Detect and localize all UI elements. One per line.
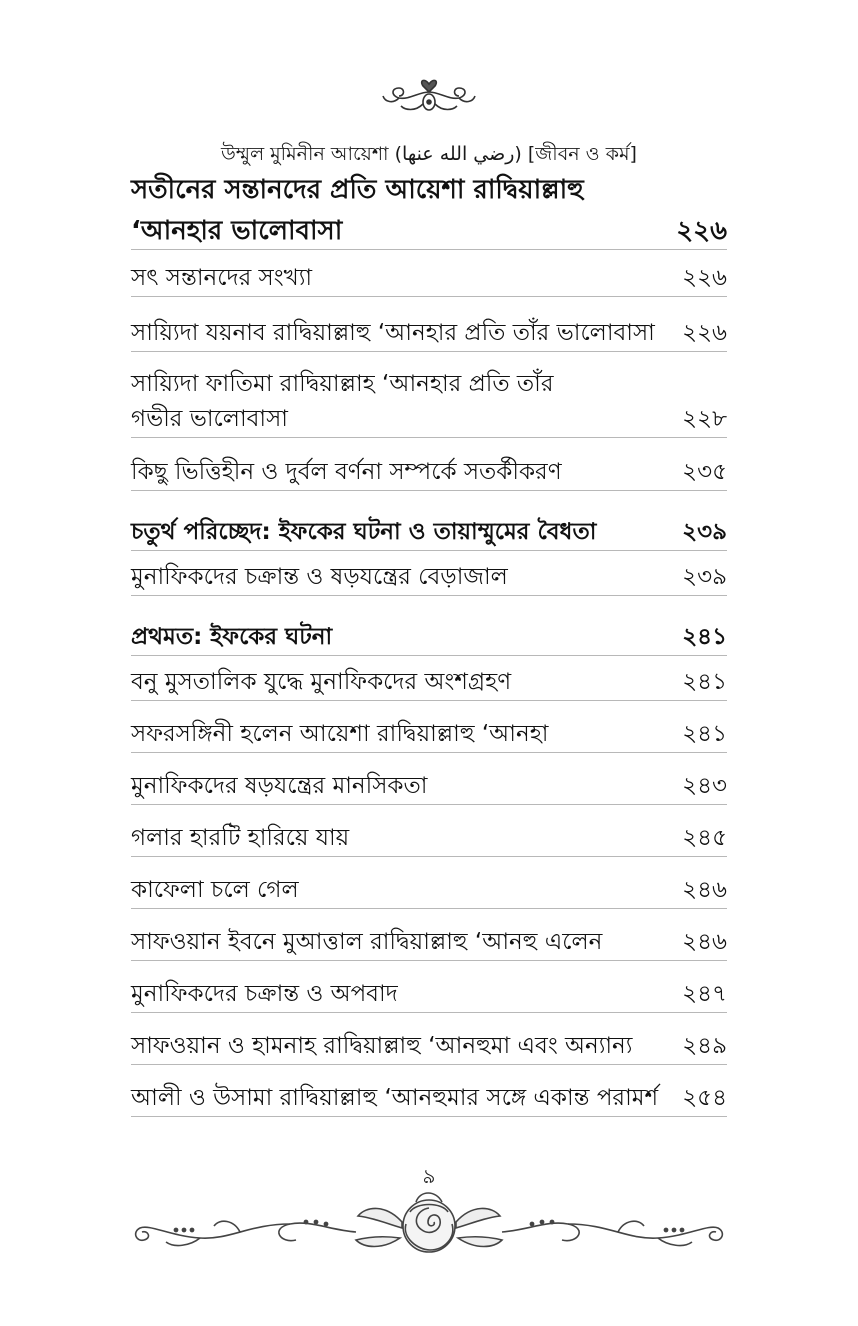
toc-entry-page: ২৪৬ [682, 929, 727, 955]
toc-entry-title: আলী ও উসামা রাদ্বিয়াল্লাহু ‘আনহুমার সঙ্গে একান্ত পরামর্শ [131, 1085, 659, 1111]
toc-entry [131, 250, 727, 297]
toc-entry [131, 491, 727, 551]
toc-entry-title: মুনাফিকদের চক্রান্ত ও ষড়যন্ত্রের বেড়াজাল [131, 564, 508, 590]
toc-entry [131, 551, 727, 596]
toc-entry [131, 1065, 727, 1117]
top-ornament [379, 70, 479, 116]
toc-entry-page: ২৪৫ [682, 825, 727, 851]
toc-entry-title: সৎ সন্তানদের সংখ্যা [131, 265, 313, 291]
toc-entry [131, 753, 727, 805]
toc-entry-title: চতুর্থ পরিচ্ছেদ: ইফকের ঘটনা ও তায়াম্মুমের বৈধতা [131, 519, 597, 545]
toc-entry-page: ২২৬ [676, 216, 727, 246]
toc-entry-title: সাফওয়ান ইবনে মুআত্তাল রাদ্বিয়াল্লাহু ‘আনহু এলেন [131, 929, 603, 955]
toc-entry [131, 352, 727, 438]
toc-entry-page: ২৪১ [682, 624, 727, 650]
toc-entry-title: সাফওয়ান ও হামনাহ রাদ্বিয়াল্লাহু ‘আনহুমা এবং অন্যান্য [131, 1033, 633, 1059]
bottom-floral-ornament [130, 1184, 728, 1264]
toc-entry-title: মুনাফিকদের চক্রান্ত ও অপবাদ [131, 981, 398, 1007]
toc-entry-page: ২২৮ [682, 406, 727, 432]
running-header: উম্মুল মুমিনীন আয়েশা (رضي الله عنها) [জীবন ও কর্ম] [221, 143, 637, 165]
toc-entry-page: ২২৬ [682, 320, 727, 346]
toc-entry-title: ‘আনহার ভালোবাসা [131, 216, 343, 246]
toc-entry-title: সায়্যিদা যয়নাব রাদ্বিয়াল্লাহু ‘আনহার প্রতি তাঁর ভালোবাসা [131, 320, 655, 346]
toc-entry [131, 297, 727, 352]
toc-entry-page: ২৪৭ [682, 981, 727, 1007]
toc-entry [131, 596, 727, 656]
toc-entry-title: বনু মুসতালিক যুদ্ধে মুনাফিকদের অংশগ্রহণ [131, 669, 512, 695]
toc-entry-title: মুনাফিকদের ষড়যন্ত্রের মানসিকতা [131, 773, 428, 799]
toc-entry [131, 438, 727, 491]
toc-entry [131, 208, 727, 250]
toc-entry [131, 961, 727, 1013]
toc-entry-page: ২৪১ [682, 669, 727, 695]
toc-entry-title: কিছু ভিত্তিহীন ও দুর্বল বর্ণনা সম্পর্কে সতর্কীকরণ [131, 459, 562, 485]
toc-entry-page: ২৩৯ [682, 564, 727, 590]
toc-entry-title: সতীনের সন্তানদের প্রতি আয়েশা রাদ্বিয়াল্লাহু [131, 175, 584, 205]
toc-entry-title: প্রথমত: ইফকের ঘটনা [131, 624, 333, 650]
toc-entry [131, 805, 727, 857]
toc-entry-page: ২৪১ [682, 721, 727, 747]
toc-entry [131, 1013, 727, 1065]
toc-entry-title: সফরসঙ্গিনী হলেন আয়েশা রাদ্বিয়াল্লাহু ‘আনহা [131, 721, 549, 747]
toc-entry-page: ২৪৯ [682, 1033, 727, 1059]
page-number: ৯ [422, 1164, 436, 1188]
toc-entry [131, 172, 727, 208]
toc-entry [131, 656, 727, 701]
toc-entry-page: ২৩৫ [682, 459, 727, 485]
table-of-contents [131, 172, 727, 1117]
toc-entry-title: কাফেলা চলে গেল [131, 877, 299, 903]
toc-entry [131, 701, 727, 753]
toc-entry-page: ২৫৪ [682, 1085, 727, 1111]
toc-entry-page: ২৩৯ [682, 519, 727, 545]
toc-entry-page: ২২৬ [682, 265, 727, 291]
toc-entry-page: ২৪৩ [682, 773, 727, 799]
toc-entry-title: গলার হারটি হারিয়ে যায় [131, 825, 350, 851]
toc-entry-page: ২৪৬ [682, 877, 727, 903]
toc-entry [131, 857, 727, 909]
toc-entry [131, 909, 727, 961]
toc-entry-title: সায়্যিদা ফাতিমা রাদ্বিয়াল্লাহ ‘আনহার প্রতি তাঁর গভীর ভালোবাসা [131, 371, 554, 432]
